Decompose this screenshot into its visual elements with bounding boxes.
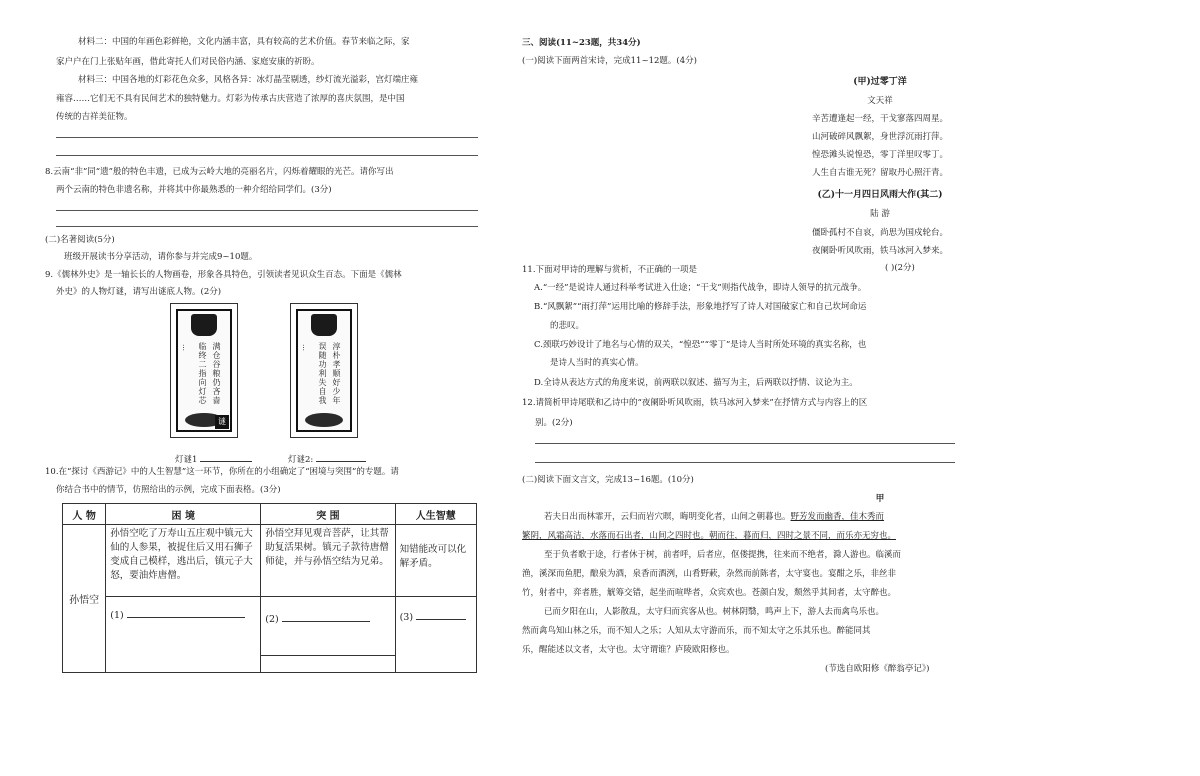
lantern-riddle-2 — [290, 303, 358, 438]
lantern-1-text-b: 满仓谷粮仍吝啬 — [212, 342, 221, 405]
prose-line: 然而禽鸟知山林之乐，而不知人之乐；人知从太守游而乐，而不知太守之乐其乐也。醉能同其 — [522, 626, 871, 636]
lantern-riddle-1 — [170, 303, 238, 438]
left-column — [0, 0, 560, 776]
table-header-person: 人 物 — [63, 504, 106, 525]
prose-line: 渔，溪深而鱼肥，酿泉为酒，泉香而酒洌，山肴野蔌，杂然而前陈者，太守宴也。宴酣之乐，非丝非 — [522, 569, 897, 579]
question-12-line2: 别。(2分) — [535, 418, 573, 428]
prose-line: 乐，醒能述以文者，太守也。太守谓谁？庐陵欧阳修也。 — [522, 645, 735, 655]
right-column — [522, 0, 1200, 776]
section-2-heading: (二)名著阅读(5分) — [45, 235, 115, 245]
table-header-wisdom: 人生智慧 — [395, 504, 476, 525]
section-3-heading: 三、阅读(11~23题，共34分) — [522, 38, 641, 48]
table-breakout-cell: 孙悟空拜见观音菩萨，让其帮助复活果树。镇元子款待唐僧师徒，并与孙悟空结为兄弟。 — [261, 525, 395, 597]
answer-line[interactable] — [535, 462, 955, 463]
question-8-line2: 两个云南的特色非遗名称，并将其中你最熟悉的一种介绍给同学们。(3分) — [56, 185, 332, 195]
prose-line: 已而夕阳在山，人影散乱，太守归而宾客从也。树林阴翳，鸣声上下，游人去而禽鸟乐也。 — [544, 607, 885, 617]
table-header-dilemma: 困 境 — [106, 504, 261, 525]
question-12-line1: 12.请简析甲诗尾联和乙诗中的“夜阑卧听风吹雨，铁马冰河入梦来”在抒情方式与内容上的区 — [522, 398, 868, 408]
answer-line[interactable] — [56, 226, 478, 227]
answer-line[interactable] — [56, 137, 478, 138]
option-a[interactable]: A.“一经”是说诗人通过科举考试进入仕途；“干戈”则指代战争，即诗人领导的抗元战争。 — [534, 283, 867, 293]
lantern-2-text-a: 误随功利失自我 — [318, 342, 327, 405]
question-8-line1: 8.云南“非”同“遗”般的特色丰遗，已成为云岭大地的亮丽名片，闪烁着耀眼的光芒。请你写出 — [45, 167, 394, 177]
lantern-2-text-b: 淳朴孝顺好少年 — [332, 342, 341, 405]
poem-1-line: 辛苦遭逢起一经，干戈寥落四周星。 — [811, 114, 948, 124]
dilemma-breakout-table — [62, 503, 477, 673]
poem-1-line: 惶恐滩头说惶恐，零丁洋里叹零丁。 — [811, 150, 948, 160]
poem-2-line: 僵卧孤村不自哀，尚思为国戍轮台。 — [811, 228, 948, 238]
riddle-1-answer-blank[interactable] — [200, 451, 252, 462]
prose-line: 竹，射者中，弈者胜，觥筹交错，起坐而喧哗者，众宾欢也。苍颜白发，颓然乎其间者，太守醉也。 — [522, 588, 897, 598]
option-d[interactable]: D.全诗从表达方式的角度来说，前两联以叙述、描写为主，后两联以抒情、议论为主。 — [534, 378, 858, 388]
option-c-line1[interactable]: C.颈联巧妙设计了地名与心情的双关，“惶恐”“零丁”是诗人当时所处环境的真实名称，也 — [534, 340, 867, 350]
source-citation: (节选自欧阳修《醉翁亭记》) — [825, 664, 930, 674]
text-label-jia: 甲 — [875, 494, 885, 504]
question-11: 11.下面对甲诗的理解与赏析，不正确的一项是 — [522, 265, 698, 275]
answer-line[interactable] — [535, 443, 955, 444]
table-blank-2[interactable]: (2) — [261, 597, 395, 673]
table-blank-1[interactable]: (1) — [106, 597, 261, 673]
option-b-line1[interactable]: B.“风飘絮”“雨打萍”运用比喻的修辞手法，形象地抒写了诗人对国破家亡和自己坎坷命运 — [534, 302, 867, 312]
prose-line: 繁阴，风霜高洁，水落而石出者，山间之四时也。朝而往，暮而归，四时之景不同，而乐亦无穷也。 — [522, 531, 897, 541]
poem-1-line: 山河破碎风飘絮，身世浮沉雨打萍。 — [811, 132, 948, 142]
answer-line[interactable] — [56, 155, 478, 156]
riddle-2-label: 灯谜2: — [288, 451, 366, 466]
lantern-decoration: … — [181, 344, 189, 351]
table-person-cell: 孙悟空 — [63, 525, 106, 673]
question-9-line1: 9.《儒林外史》是一轴长长的人物画卷，形象各具特色，引领读者见识众生百态。下面是《儒林 — [45, 270, 402, 280]
material-3-line2: 雍容……它们无不具有民间艺术的独特魅力。灯彩为传承古庆营造了浓厚的喜庆氛围，是中国 — [56, 94, 405, 104]
question-9-line2: 外史》的人物灯谜，请写出谜底人物。(2分) — [56, 287, 222, 297]
seal-stamp: 谜 — [215, 415, 229, 429]
poem-1-title: (甲)过零丁洋 — [853, 77, 907, 87]
table-wisdom-cell: 知错能改可以化解矛盾。 — [395, 525, 476, 597]
question-11-score[interactable]: ( )(2分) — [885, 263, 915, 273]
section-2-intro: 班级开展读书分享活动，请你参与并完成9~10题。 — [64, 252, 258, 262]
material-3-line1: 材料三：中国各地的灯彩花色众多，风格各异：冰灯晶莹剔透，纱灯流光溢彩，宫灯端庄雍 — [78, 75, 419, 85]
material-2-line1: 材料二：中国的年画色彩鲜艳，文化内涵丰富，具有较高的艺术价值。春节来临之际，家 — [78, 37, 410, 47]
lantern-1-text-a: 临终二指向灯芯 — [198, 342, 207, 405]
question-10-line2: 你结合书中的情节，仿照给出的示例，完成下面表格。(3分) — [56, 485, 281, 495]
riddle-1-label: 灯谜1 — [175, 451, 252, 466]
poem-1-line: 人生自古谁无死？留取丹心照汗青。 — [811, 168, 948, 178]
poem-2-line: 夜阑卧听风吹雨，铁马冰河入梦来。 — [811, 246, 948, 256]
table-blank-3[interactable]: (3) — [395, 597, 476, 673]
lantern-decoration: … — [301, 344, 309, 351]
prose-line: 至于负者歌于途，行者休于树，前者呼，后者应，伛偻提携，往来而不绝者，滁人游也。临溪而 — [544, 550, 902, 560]
prose-line: 若夫日出而林霏开，云归而岩穴暝，晦明变化者，山间之朝暮也。野芳发而幽香，佳木秀而 — [544, 512, 885, 522]
table-header-breakout: 突 围 — [261, 504, 395, 525]
material-3-line3: 传统的吉祥美征物。 — [56, 112, 133, 122]
riddle-2-answer-blank[interactable] — [316, 451, 366, 462]
poem-2-title: (乙)十一月四日风雨大作(其二) — [817, 190, 943, 200]
poem-2-author: 陆 游 — [870, 209, 890, 219]
question-10-line1: 10.在“探讨《西游记》中的人生智慧”这一环节，你所在的小组确定了“困境与突围”的专题。请 — [45, 467, 399, 477]
underlined-sentence: 野芳发而幽香，佳木秀而 — [790, 512, 885, 522]
section-a-heading: (一)阅读下面两首宋诗，完成11~12题。(4分) — [522, 56, 697, 66]
section-b-heading: (二)阅读下面文言文，完成13~16题。(10分) — [522, 475, 694, 485]
answer-line[interactable] — [56, 210, 478, 211]
option-b-line2: 的悲叹。 — [550, 321, 585, 331]
option-c-line2: 是诗人当时的真实心情。 — [550, 358, 644, 368]
table-dilemma-cell: 孙悟空吃了万寿山五庄观中镇元大仙的人参果，被捉住后又用石狮子变成自己模样，逃出后，镇元子大怒，要油炸唐僧。 — [106, 525, 261, 597]
poem-1-author: 文天祥 — [867, 96, 893, 106]
material-2-line2: 家户户在门上张贴年画，借此寄托人们对民俗内涵、家庭安康的祈盼。 — [56, 57, 320, 67]
